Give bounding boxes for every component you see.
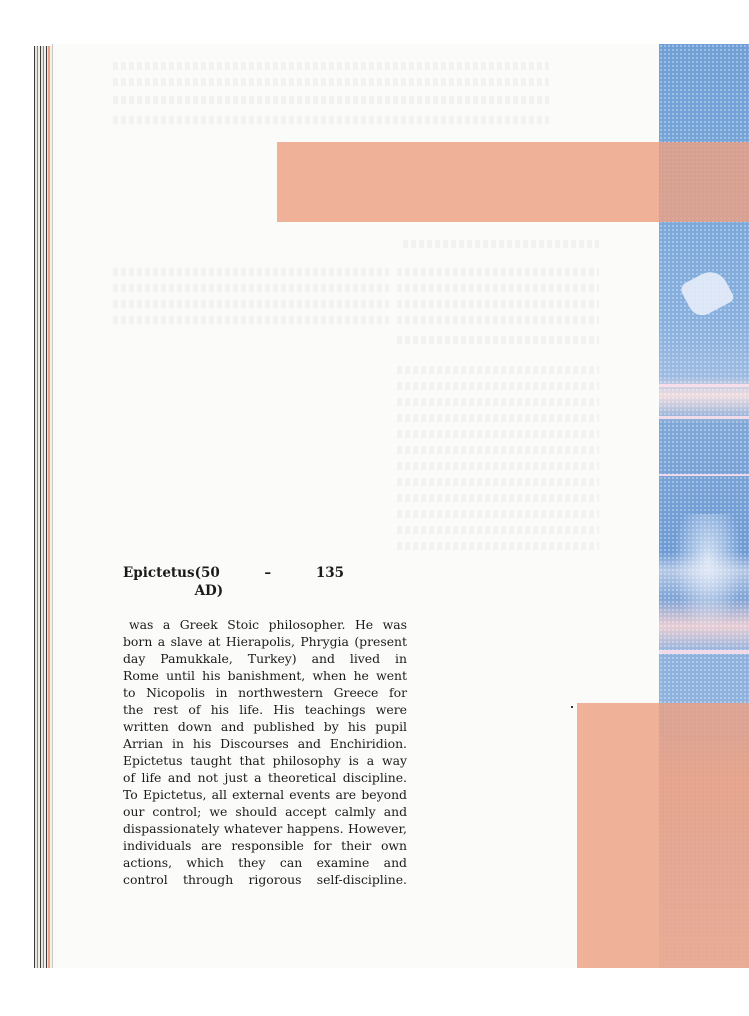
show-through-line: [397, 316, 599, 324]
article-body-line: to Nicopolis in northwestern Greece for: [123, 685, 407, 700]
show-through-line: [397, 446, 599, 454]
overlay-bar-bottom: [577, 703, 749, 968]
article-body-line: individuals are responsible for their own: [123, 838, 407, 853]
article-body-line: our control; we should accept calmly and: [123, 804, 407, 819]
article-body-line: the rest of his life. His teachings were: [123, 702, 407, 717]
show-through-line: [113, 96, 549, 104]
show-through-line: [397, 430, 599, 438]
show-through-line: [397, 284, 599, 292]
show-through-line: [397, 268, 599, 276]
show-through-line: [397, 414, 599, 422]
show-through-line: [397, 526, 599, 534]
article-body-line: control through rigorous self-discipline.: [123, 872, 407, 887]
article: [123, 564, 407, 888]
photo-streak: [659, 474, 749, 476]
show-through-line: [397, 510, 599, 518]
show-through-line: [397, 494, 599, 502]
article-body: [123, 616, 407, 888]
show-through-line: [113, 316, 389, 324]
show-through-line: [113, 284, 389, 292]
statue-figure: [673, 514, 743, 634]
photo-streak: [659, 384, 749, 387]
show-through-line: [403, 240, 599, 248]
show-through-line: [397, 542, 599, 550]
article-body-line: actions, which they can examine and: [123, 855, 407, 870]
article-body-line: born a slave at Hierapolis, Phrygia (present: [123, 634, 407, 649]
article-body-line: Epictetus taught that philosophy is a way: [123, 753, 407, 768]
show-through-line: [113, 62, 549, 70]
show-through-line: [113, 116, 549, 124]
show-through-line: [397, 300, 599, 308]
show-through-line: [397, 336, 599, 344]
show-through-line: [113, 300, 389, 308]
heading-dates: (50 – 135 AD): [194, 565, 345, 599]
print-speck: [571, 706, 573, 708]
magazine-page: [53, 44, 749, 968]
show-through-line: [397, 398, 599, 406]
page-edge-accent: [48, 46, 50, 968]
article-body-line: To Epictetus, all external events are beyond: [123, 787, 407, 802]
show-through-line: [397, 366, 599, 374]
article-body-line: was a Greek Stoic philosopher. He was: [129, 617, 407, 632]
overlay-bar-top: [277, 142, 749, 222]
article-body-line: Arrian in his Discourses and Enchiridion.: [123, 736, 407, 751]
article-body-line: day Pamukkale, Turkey) and lived in: [123, 651, 407, 666]
article-body-line: Rome until his banishment, when he went: [123, 668, 407, 683]
article-heading: [123, 564, 407, 600]
show-through-line: [397, 462, 599, 470]
heading-name: Epictetus: [123, 565, 195, 581]
show-through-line: [397, 382, 599, 390]
show-through-line: [397, 478, 599, 486]
photo-streak: [659, 416, 749, 419]
article-body-line: of life and not just a theoretical discipline.: [123, 770, 407, 785]
article-body-line: dispassionately whatever happens. However,: [123, 821, 407, 836]
show-through-line: [113, 268, 389, 276]
article-body-line: written down and published by his pupil: [123, 719, 407, 734]
show-through-line: [113, 78, 549, 86]
photo-streak: [659, 650, 749, 654]
